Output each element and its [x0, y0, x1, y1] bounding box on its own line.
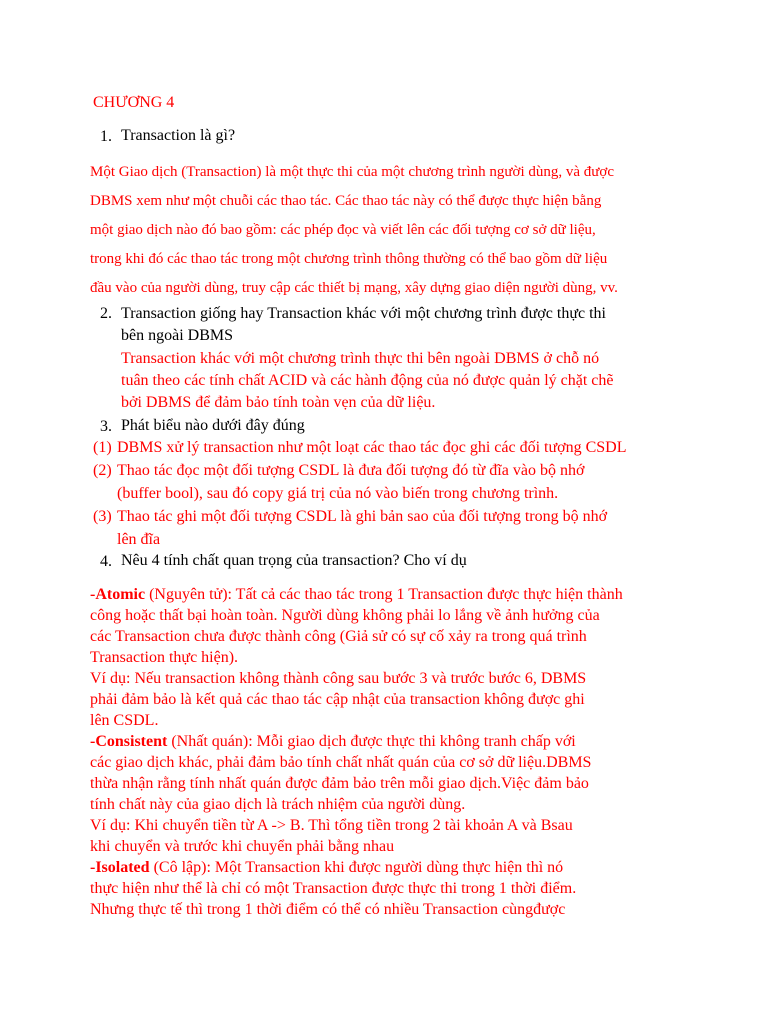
- isolated-heading: [90, 857, 710, 878]
- atomic-text: (Nguyên tử): Tất cả các thao tác trong 1 Transaction được thực hiện thành: [145, 586, 623, 603]
- answer-2-line: bởi DBMS để đảm bảo tính toàn vẹn của dữ liệu.: [121, 394, 436, 411]
- answer-1: [90, 158, 672, 303]
- question-3-text: Phát biểu nào dưới đây đúng: [121, 417, 305, 434]
- isolated-term: -Isolated: [90, 859, 150, 876]
- answer-4-line: thực hiện như thể là chỉ có một Transaction được thực thi trong 1 thời điểm.: [90, 880, 577, 897]
- question-4-number: 4.: [100, 553, 112, 570]
- question-1-text: Transaction là gì?: [121, 127, 236, 144]
- question-2-line: bên ngoài DBMS: [121, 327, 233, 344]
- atomic-heading: [90, 584, 710, 605]
- consistent-text: (Nhất quán): Mỗi giao dịch được thực thi không tranh chấp với: [167, 733, 576, 750]
- answer-2-line: tuân theo các tính chất ACID và các hành động của nó được quản lý chặt chẽ: [121, 372, 614, 389]
- answer-4-line: Nhưng thực tế thì trong 1 thời điểm có thể có nhiều Transaction cùngđược: [90, 901, 566, 918]
- answer-4-line: khi chuyển và trước khi chuyển phải bằng nhau: [90, 838, 395, 855]
- question-1-number: 1.: [100, 128, 112, 145]
- answer-4-line: các giao dịch khác, phải đảm bảo tính chất nhất quán của cơ sở dữ liệu.DBMS: [90, 754, 592, 771]
- consistent-heading: [90, 731, 710, 752]
- option-3-text: Thao tác ghi một đối tượng CSDL là ghi bản sao của đối tượng trong bộ nhớ: [117, 508, 608, 525]
- option-2-label: (2): [93, 462, 112, 479]
- chapter-title: CHƯƠNG 4: [93, 94, 175, 111]
- isolated-text: (Cô lập): Một Transaction khi được người dùng thực hiện thì nó: [149, 859, 564, 876]
- answer-2-line: Transaction khác với một chương trình thực thi bên ngoài DBMS ở chỗ nó: [121, 350, 600, 367]
- question-3-number: 3.: [100, 418, 112, 435]
- question-2-text: [121, 303, 606, 347]
- answer-1-line: Một Giao dịch (Transaction) là một thực thi của một chương trình người dùng, và được: [90, 164, 615, 180]
- consistent-term: -Consistent: [90, 733, 168, 750]
- answer-4-line: phải đảm bảo là kết quả các thao tác cập nhật của transaction không được ghi: [90, 691, 585, 708]
- answer-4-line: Transaction thực hiện).: [90, 649, 239, 666]
- answer-4-line: lên CSDL.: [90, 712, 159, 729]
- option-3-label: (3): [93, 508, 112, 525]
- answer-4-line: thừa nhận rằng tính nhất quán được đảm bảo trên mỗi giao dịch.Việc đảm bảo: [90, 775, 589, 792]
- atomic-term: -Atomic: [90, 586, 146, 603]
- answer-1-line: trong khi đó các thao tác trong một chương trình thông thường có thể bao gồm dữ liệu: [90, 251, 608, 267]
- answer-4-line: Ví dụ: Khi chuyển tiền từ A -> B. Thì tổng tiền trong 2 tài khoản A và Bsau: [90, 817, 573, 834]
- answer-1-line: đầu vào của người dùng, truy cập các thiết bị mạng, xây dựng giao diện người dùng, vv.: [90, 280, 618, 296]
- option-1-label: (1): [93, 439, 112, 456]
- option-1-text: DBMS xử lý transaction như một loạt các thao tác đọc ghi các đối tượng CSDL: [117, 439, 627, 456]
- option-2-text: (buffer bool), sau đó copy giá trị của nó vào biến trong chương trình.: [117, 485, 559, 502]
- answer-4: [90, 584, 710, 920]
- answer-4-line: Ví dụ: Nếu transaction không thành công sau bước 3 và trước bước 6, DBMS: [90, 670, 587, 687]
- answer-4-line: các Transaction chưa được thành công (Giả sử có sự cố xảy ra trong quá trình: [90, 628, 587, 645]
- answer-1-line: một giao dịch nào đó bao gồm: các phép đọc và viết lên các đối tượng cơ sở dữ liệu,: [90, 222, 596, 238]
- option-2-text: Thao tác đọc một đối tượng CSDL là đưa đối tượng đó từ đĩa vào bộ nhớ: [117, 462, 585, 479]
- question-4-text: Nêu 4 tính chất quan trọng của transaction? Cho ví dụ: [121, 552, 467, 569]
- answer-1-line: DBMS xem như một chuỗi các thao tác. Các thao tác này có thể được thực hiện bằng: [90, 193, 602, 209]
- question-2-number: 2.: [100, 305, 112, 322]
- answer-2: [121, 348, 681, 414]
- answer-4-line: tính chất này của giao dịch là trách nhiệm của người dùng.: [90, 796, 466, 813]
- answer-4-line: công hoặc thất bại hoàn toàn. Người dùng không phải lo lắng về ảnh hưởng của: [90, 607, 600, 624]
- question-2-line: Transaction giống hay Transaction khác với một chương trình được thực thi: [121, 305, 606, 322]
- option-3-text: lên đĩa: [117, 531, 161, 548]
